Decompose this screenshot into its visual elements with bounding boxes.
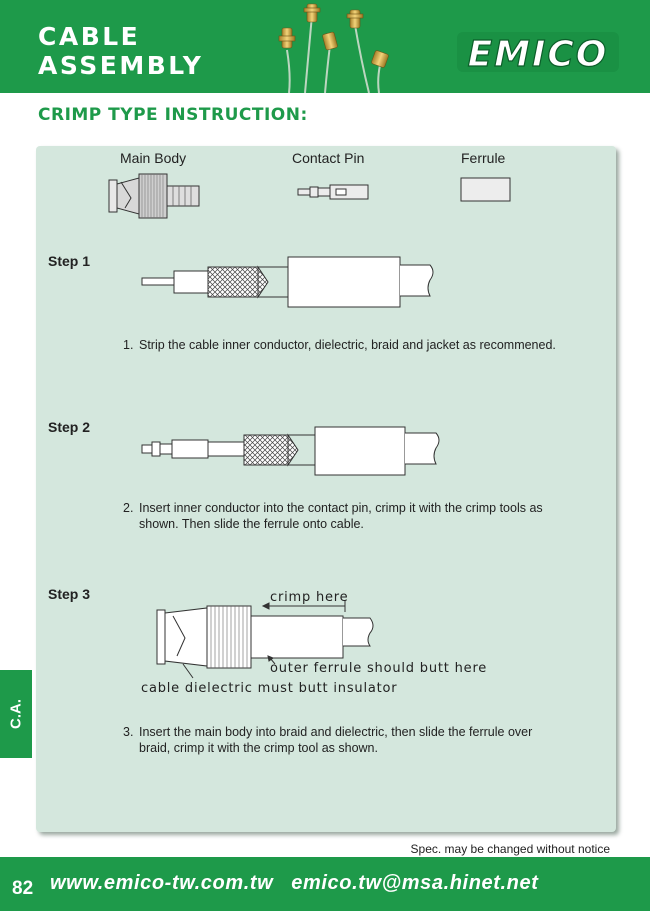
step-1-label: Step 1 bbox=[48, 253, 91, 269]
footer-links bbox=[50, 872, 538, 895]
title-line-2: ASSEMBLY bbox=[38, 51, 204, 80]
step-2-number: 2. bbox=[123, 501, 134, 515]
email-link[interactable]: emico.tw@msa.hinet.net bbox=[291, 872, 539, 894]
side-tab-label: C.A. bbox=[7, 699, 25, 729]
part-label-main-body: Main Body bbox=[120, 150, 187, 166]
step-2-text-line-2: shown. Then slide the ferrule onto cable. bbox=[139, 517, 364, 531]
main-body-drawing bbox=[105, 168, 215, 223]
section-title: CRIMP TYPE INSTRUCTION: bbox=[38, 105, 308, 125]
callout-crimp-here: crimp here bbox=[270, 590, 349, 605]
website-link[interactable]: www.emico-tw.com.tw bbox=[50, 872, 274, 894]
step-1-instruction bbox=[123, 337, 603, 353]
emico-logo bbox=[453, 26, 623, 76]
page-number: 82 bbox=[12, 878, 34, 899]
step-3-text-line-1: Insert the main body into braid and dielectric, then slide the ferrule over bbox=[139, 725, 533, 739]
spec-note: Spec. may be changed without notice bbox=[410, 842, 610, 856]
step-2-diagram bbox=[140, 420, 450, 480]
callout-cable-dielectric: cable dielectric must butt insulator bbox=[141, 681, 398, 696]
contact-pin-drawing bbox=[296, 182, 376, 202]
step-2-instruction bbox=[123, 500, 603, 532]
step-1-diagram bbox=[140, 252, 440, 312]
callout-outer-ferrule: outer ferrule should butt here bbox=[270, 661, 488, 676]
side-tab bbox=[0, 670, 32, 758]
page-title bbox=[38, 22, 203, 80]
title-line-1: CABLE bbox=[38, 22, 141, 51]
step-2-text-line-1: Insert inner conductor into the contact pin, crimp it with the crimp tools as bbox=[139, 501, 543, 515]
step-2-label: Step 2 bbox=[48, 419, 91, 435]
ferrule-drawing bbox=[460, 177, 512, 203]
step-3-instruction bbox=[123, 724, 603, 756]
step-3-text-line-2: braid, crimp it with the crimp tool as shown. bbox=[139, 741, 378, 755]
step-1-number: 1. bbox=[123, 338, 134, 352]
brand-logotype: EMICO bbox=[467, 34, 609, 75]
part-label-ferrule: Ferrule bbox=[461, 150, 506, 166]
part-label-contact-pin: Contact Pin bbox=[292, 150, 365, 166]
step-3-number: 3. bbox=[123, 725, 134, 739]
step-1-text: Strip the cable inner conductor, dielectric, braid and jacket as recommened. bbox=[139, 338, 556, 352]
connector-photo-illustration bbox=[265, 0, 405, 93]
step-3-label: Step 3 bbox=[48, 586, 91, 602]
